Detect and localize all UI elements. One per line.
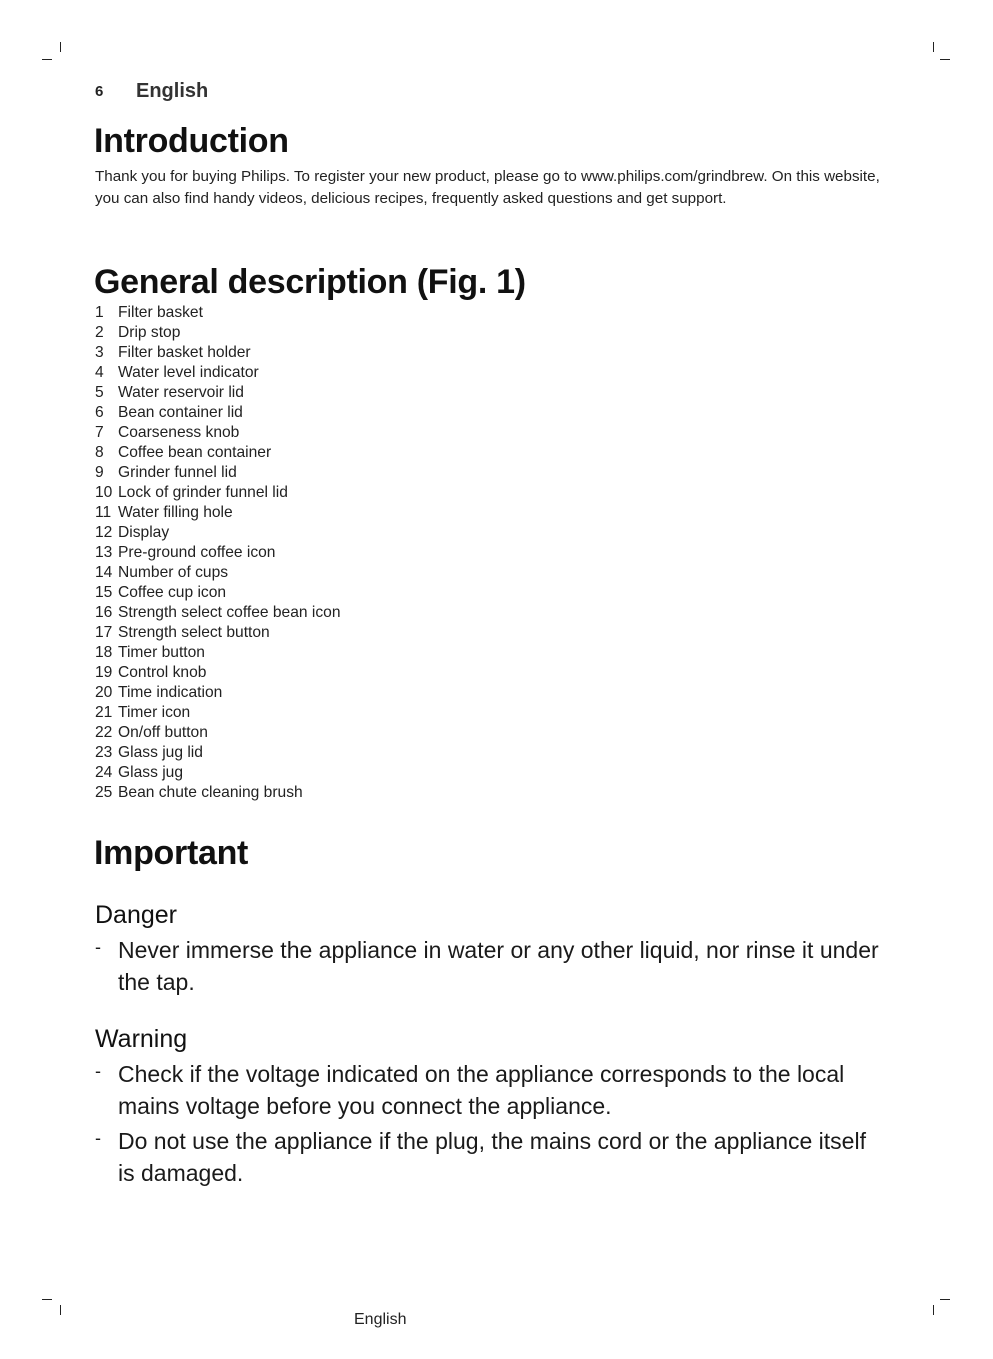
item-number: 16 [95,604,113,621]
page-language: English [136,79,209,102]
introduction-title: Introduction [94,122,289,160]
crop-mark [42,1299,52,1300]
item-label: Pre-ground coffee icon [118,544,276,561]
item-label: Water level indicator [118,364,259,381]
list-item [95,763,341,783]
general-description-title: General description (Fig. 1) [94,263,526,301]
list-item [95,383,341,403]
list-item [95,403,341,423]
item-number: 3 [95,344,104,361]
item-number: 24 [95,764,113,781]
item-number: 9 [95,464,104,481]
item-number: 23 [95,744,113,761]
item-number: 20 [95,684,113,701]
page-header [95,78,208,104]
item-number: 2 [95,324,104,341]
page-number: 6 [95,82,104,100]
list-item [95,363,341,383]
list-item [95,503,341,523]
item-number: 14 [95,564,113,581]
item-number: 6 [95,404,104,421]
crop-mark [940,59,950,60]
item-number: 12 [95,524,113,541]
list-item [95,443,341,463]
item-label: Drip stop [118,324,181,341]
warning-title: Warning [95,1025,188,1053]
list-item [95,603,341,623]
item-number: 10 [95,484,113,501]
item-number: 7 [95,424,104,441]
list-item [95,643,341,663]
item-label: Water reservoir lid [118,384,244,401]
item-label: Filter basket [118,304,203,321]
item-label: Lock of grinder funnel lid [118,484,288,501]
item-label: Strength select coffee bean icon [118,604,341,621]
item-label: Glass jug [118,764,184,781]
bullet-text: Do not use the appliance if the plug, the mains cord or the appliance itself is damaged. [118,1128,866,1186]
list-item [95,463,341,483]
crop-mark [60,42,61,52]
item-label: Control knob [118,664,207,681]
crop-mark [940,1299,950,1300]
list-item [95,583,341,603]
list-item [95,323,341,343]
item-number: 22 [95,724,113,741]
bullet-dash: - [95,937,101,957]
list-item [95,663,341,683]
item-label: Coffee cup icon [118,584,227,601]
item-label: Grinder funnel lid [118,464,237,481]
list-item [95,523,341,543]
list-item [95,303,341,323]
item-label: Glass jug lid [118,744,203,761]
item-label: Display [118,524,170,541]
list-item [95,723,341,743]
crop-mark [933,1305,934,1315]
list-item [95,1125,885,1189]
list-item [95,683,341,703]
list-item [95,623,341,643]
item-number: 13 [95,544,113,561]
item-number: 11 [95,504,112,521]
crop-mark [60,1305,61,1315]
list-item [95,423,341,443]
item-number: 15 [95,584,113,601]
list-item [95,934,885,998]
item-label: Strength select button [118,624,270,641]
item-label: Time indication [118,684,223,701]
item-number: 18 [95,644,113,661]
item-number: 19 [95,664,113,681]
item-number: 25 [95,784,113,801]
bullet-dash: - [95,1128,101,1148]
item-label: Coarseness knob [118,424,240,441]
bullet-dash: - [95,1061,101,1081]
list-item [95,483,341,503]
list-item [95,1058,885,1122]
item-label: Water filling hole [118,504,233,521]
parts-list [95,303,341,803]
item-number: 1 [95,304,104,321]
item-label: On/off button [118,724,208,741]
item-label: Number of cups [118,564,229,581]
item-label: Filter basket holder [118,344,251,361]
list-item [95,783,341,803]
list-item [95,543,341,563]
warning-list [95,1058,885,1192]
item-label: Timer button [118,644,205,661]
introduction-text: Thank you for buying Philips. To register your new product, please go to www.philips.com/grindbrew. On this website, you can also find handy videos, delicious recipes, frequently asked questions and get support. [95,168,880,207]
list-item [95,743,341,763]
list-item [95,703,341,723]
item-label: Bean container lid [118,404,243,421]
crop-mark [933,42,934,52]
item-label: Bean chute cleaning brush [118,784,303,801]
item-label: Coffee bean container [118,444,272,461]
item-label: Timer icon [118,704,191,721]
bullet-text: Never immerse the appliance in water or any other liquid, nor rinse it under the tap. [118,937,879,995]
list-item [95,563,341,583]
footer-language: English [354,1311,407,1328]
important-title: Important [94,834,249,872]
danger-list [95,934,885,1001]
item-number: 8 [95,444,104,461]
item-number: 5 [95,384,104,401]
bullet-text: Check if the voltage indicated on the appliance corresponds to the local mains voltage before you connect the appliance. [118,1061,845,1119]
danger-title: Danger [95,901,177,929]
item-number: 17 [95,624,113,641]
list-item [95,343,341,363]
item-number: 21 [95,704,113,721]
item-number: 4 [95,364,104,381]
crop-mark [42,59,52,60]
